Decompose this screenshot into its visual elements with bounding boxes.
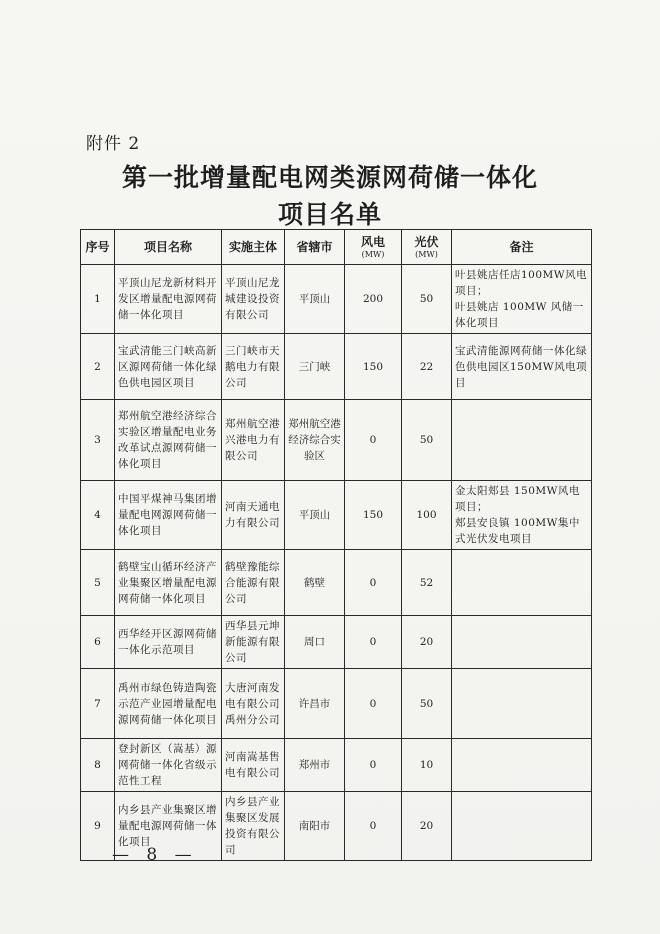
row-city: 郑州航空港经济综合实验区 <box>285 400 345 481</box>
row-pv: 50 <box>402 400 452 481</box>
row-note <box>452 669 592 739</box>
table-row <box>81 334 592 400</box>
note-line: 宝武清能源网荷储一体化绿色供电园区150MW风电项目 <box>455 344 588 389</box>
row-city: 南阳市 <box>285 792 345 861</box>
row-no: 4 <box>81 481 115 550</box>
row-city: 郑州市 <box>285 739 345 792</box>
row-no: 6 <box>81 616 115 669</box>
table-row <box>81 669 592 739</box>
row-org: 河南嵩基售电有限公司 <box>222 739 285 792</box>
row-note <box>452 400 592 481</box>
row-note <box>452 550 592 616</box>
row-city: 三门峡 <box>285 334 345 400</box>
row-no: 7 <box>81 669 115 739</box>
row-note <box>452 265 592 334</box>
row-pv: 22 <box>402 334 452 400</box>
row-wind: 0 <box>345 616 402 669</box>
row-project-name: 中国平煤神马集团增量配电网源网荷储一体化项目 <box>115 481 222 550</box>
row-pv: 52 <box>402 550 452 616</box>
row-wind: 0 <box>345 739 402 792</box>
row-wind: 0 <box>345 400 402 481</box>
row-org: 河南天通电力有限公司 <box>222 481 285 550</box>
header-wind-unit: (MW) <box>361 250 385 259</box>
row-pv: 10 <box>402 739 452 792</box>
row-project-name: 禹州市绿色铸造陶瓷示范产业园增量配电源网荷储一体化项目 <box>115 669 222 739</box>
row-org: 三门峡市天鹅电力有限公司 <box>222 334 285 400</box>
row-org: 平顶山尼龙城建设投资有限公司 <box>222 265 285 334</box>
header-city: 省辖市 <box>285 230 345 265</box>
row-no: 8 <box>81 739 115 792</box>
row-wind: 0 <box>345 669 402 739</box>
row-pv: 50 <box>402 669 452 739</box>
row-project-name: 内乡县产业集聚区增量配电源网荷储一体化项目 <box>115 792 222 861</box>
header-pv-unit: (MW) <box>415 250 438 259</box>
row-wind: 0 <box>345 792 402 861</box>
row-wind: 0 <box>345 550 402 616</box>
header-pv <box>402 230 452 265</box>
row-note <box>452 616 592 669</box>
row-no: 1 <box>81 265 115 334</box>
table-header-row <box>81 230 592 265</box>
row-wind: 150 <box>345 334 402 400</box>
row-org: 郑州航空港兴港电力有限公司 <box>222 400 285 481</box>
row-pv: 20 <box>402 616 452 669</box>
row-city: 鹤壁 <box>285 550 345 616</box>
table-row <box>81 739 592 792</box>
row-note <box>452 481 592 550</box>
row-org: 西华县元坤新能源有限公司 <box>222 616 285 669</box>
row-pv: 50 <box>402 265 452 334</box>
row-no: 2 <box>81 334 115 400</box>
header-wind-label: 风电 <box>360 235 385 249</box>
note-line: 叶县姚店 100MW 风储一体化项目 <box>455 301 584 329</box>
row-note <box>452 739 592 792</box>
row-org: 大唐河南发电有限公司禹州分公司 <box>222 669 285 739</box>
table-row <box>81 265 592 334</box>
row-project-name: 鹤壁宝山循环经济产业集聚区增量配电源网荷储一体化项目 <box>115 550 222 616</box>
row-org: 内乡县产业集聚区发展投资有限公司 <box>222 792 285 861</box>
note-line: 郏县安良镇 100MW集中式光伏发电项目 <box>455 517 580 545</box>
header-note: 备注 <box>452 230 592 265</box>
row-org: 鹤壁豫能综合能源有限公司 <box>222 550 285 616</box>
header-no: 序号 <box>81 230 115 265</box>
row-city: 周口 <box>285 616 345 669</box>
row-wind: 200 <box>345 265 402 334</box>
table-row <box>81 481 592 550</box>
project-table <box>80 229 592 861</box>
document-title-line2: 项目名单 <box>277 200 382 229</box>
row-project-name: 平顶山尼龙新材料开发区增量配电源网荷储一体化项目 <box>115 265 222 334</box>
row-project-name: 郑州航空港经济综合实验区增量配电业务改革试点源网荷储一体化项目 <box>115 400 222 481</box>
row-note <box>452 334 592 400</box>
header-wind <box>345 230 402 265</box>
attachment-label: 附件 2 <box>86 134 141 154</box>
row-project-name: 登封新区（嵩基）源网荷储一体化省级示范性工程 <box>115 739 222 792</box>
row-project-name: 西华经开区源网荷储一体化示范项目 <box>115 616 222 669</box>
note-line: 金太阳郏县 150MW风电项目； <box>455 485 580 513</box>
header-pv-label: 光伏 <box>414 235 439 249</box>
row-no: 3 <box>81 400 115 481</box>
row-city: 平顶山 <box>285 481 345 550</box>
row-no: 9 <box>81 792 115 861</box>
row-pv: 100 <box>402 481 452 550</box>
table-row <box>81 550 592 616</box>
row-wind: 150 <box>345 481 402 550</box>
note-line: 叶县姚店任店100MW风电项目； <box>455 269 588 297</box>
row-pv: 20 <box>402 792 452 861</box>
row-project-name: 宝武清能三门峡高新区源网荷储一体化绿色供电园区项目 <box>115 334 222 400</box>
row-city: 平顶山 <box>285 265 345 334</box>
page-number: — 8 — <box>112 845 198 865</box>
header-name: 项目名称 <box>115 230 222 265</box>
row-no: 5 <box>81 550 115 616</box>
row-city: 许昌市 <box>285 669 345 739</box>
document-title-line1: 第一批增量配电网类源网荷储一体化 <box>121 163 538 192</box>
header-org: 实施主体 <box>222 230 285 265</box>
table-row <box>81 616 592 669</box>
table-row <box>81 400 592 481</box>
row-note <box>452 792 592 861</box>
